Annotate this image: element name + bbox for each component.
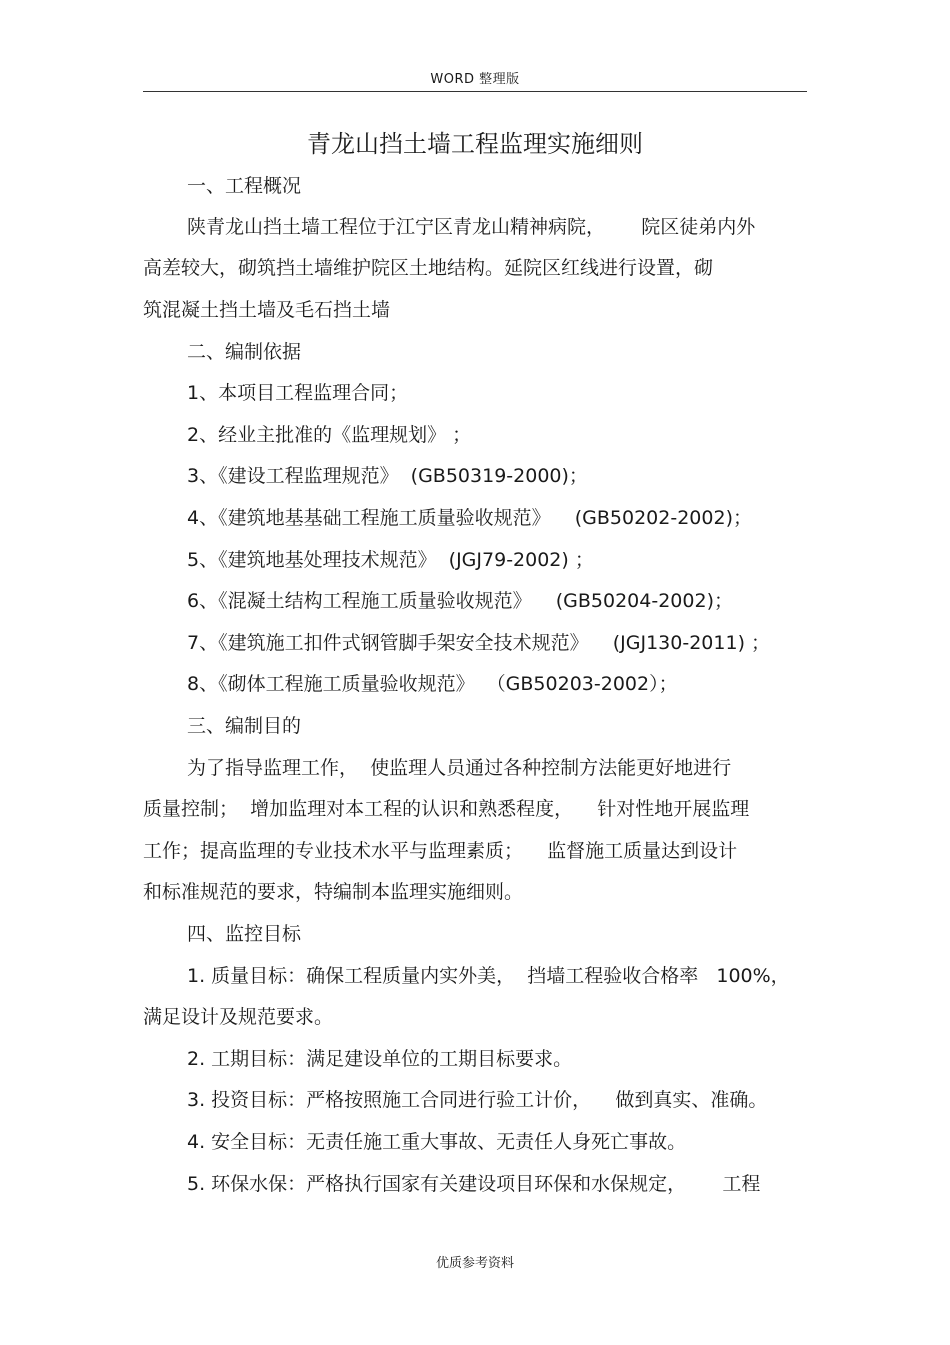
paragraph-line: 高差较大，砌筑挡土墙维护院区土地结构。延院区红线进行设置，砌 — [143, 257, 714, 279]
paragraph-line: 为了指导监理工作， 使监理人员通过各种控制方法能更好地进行 — [187, 757, 732, 779]
paragraph-line: 陕青龙山挡土墙工程位于江宁区青龙山精神病院， 院区徒弟内外 — [187, 216, 756, 238]
list-item: 2、经业主批准的《监理规划》 ； — [187, 424, 472, 446]
document-title: 青龙山挡土墙工程监理实施细则 — [307, 130, 643, 158]
list-item: 4. 安全目标：无责任施工重大事故、无责任人身死亡事故。 — [187, 1131, 687, 1153]
paragraph-line: 工作；提高监理的专业技术水平与监理素质； 监督施工质量达到设计 — [143, 840, 738, 862]
page-footer: 优质参考资料 — [435, 1256, 514, 1271]
section-heading-overview: 一、工程概况 — [187, 175, 302, 197]
list-item: 3、《建设工程监理规范》 (GB50319-2000)； — [187, 465, 588, 487]
section-heading-purpose: 三、编制目的 — [187, 715, 302, 737]
paragraph-line: 质量控制； 增加监理对本工程的认识和熟悉程度， 针对性地开展监理 — [143, 798, 750, 820]
page-header: WORD 整理版 — [430, 72, 520, 87]
list-item: 5. 环保水保：严格执行国家有关建设项目环保和水保规定， 工程 — [187, 1173, 761, 1195]
paragraph-line: 满足设计及规范要求。 — [143, 1006, 334, 1028]
section-heading-basis: 二、编制依据 — [187, 341, 302, 363]
list-item: 2. 工期目标：满足建设单位的工期目标要求。 — [187, 1048, 573, 1070]
list-item: 1、本项目工程监理合同； — [187, 382, 409, 404]
list-item: 6、《混凝土结构工程施工质量验收规范》 (GB50204-2002)； — [187, 590, 733, 612]
header-divider — [143, 91, 807, 92]
list-item: 1. 质量目标：确保工程质量内实外美， 挡墙工程验收合格率 100%， — [187, 965, 790, 987]
paragraph-line: 和标准规范的要求，特编制本监理实施细则。 — [143, 881, 524, 903]
section-heading-targets: 四、监控目标 — [187, 923, 302, 945]
list-item: 4、《建筑地基基础工程施工质量验收规范》 (GB50202-2002)； — [187, 507, 752, 529]
list-item: 3. 投资目标：严格按照施工合同进行验工计价， 做到真实、准确。 — [187, 1089, 768, 1111]
list-item: 5、《建筑地基处理技术规范》 (JGJ79-2002) ； — [187, 549, 594, 571]
list-item: 8、《砌体工程施工质量验收规范》 （GB50203-2002）； — [187, 673, 678, 695]
paragraph-line: 筑混凝土挡土墙及毛石挡土墙 — [143, 299, 391, 321]
list-item: 7、《建筑施工扣件式钢管脚手架安全技术规范》 (JGJ130-2011) ； — [187, 632, 771, 654]
